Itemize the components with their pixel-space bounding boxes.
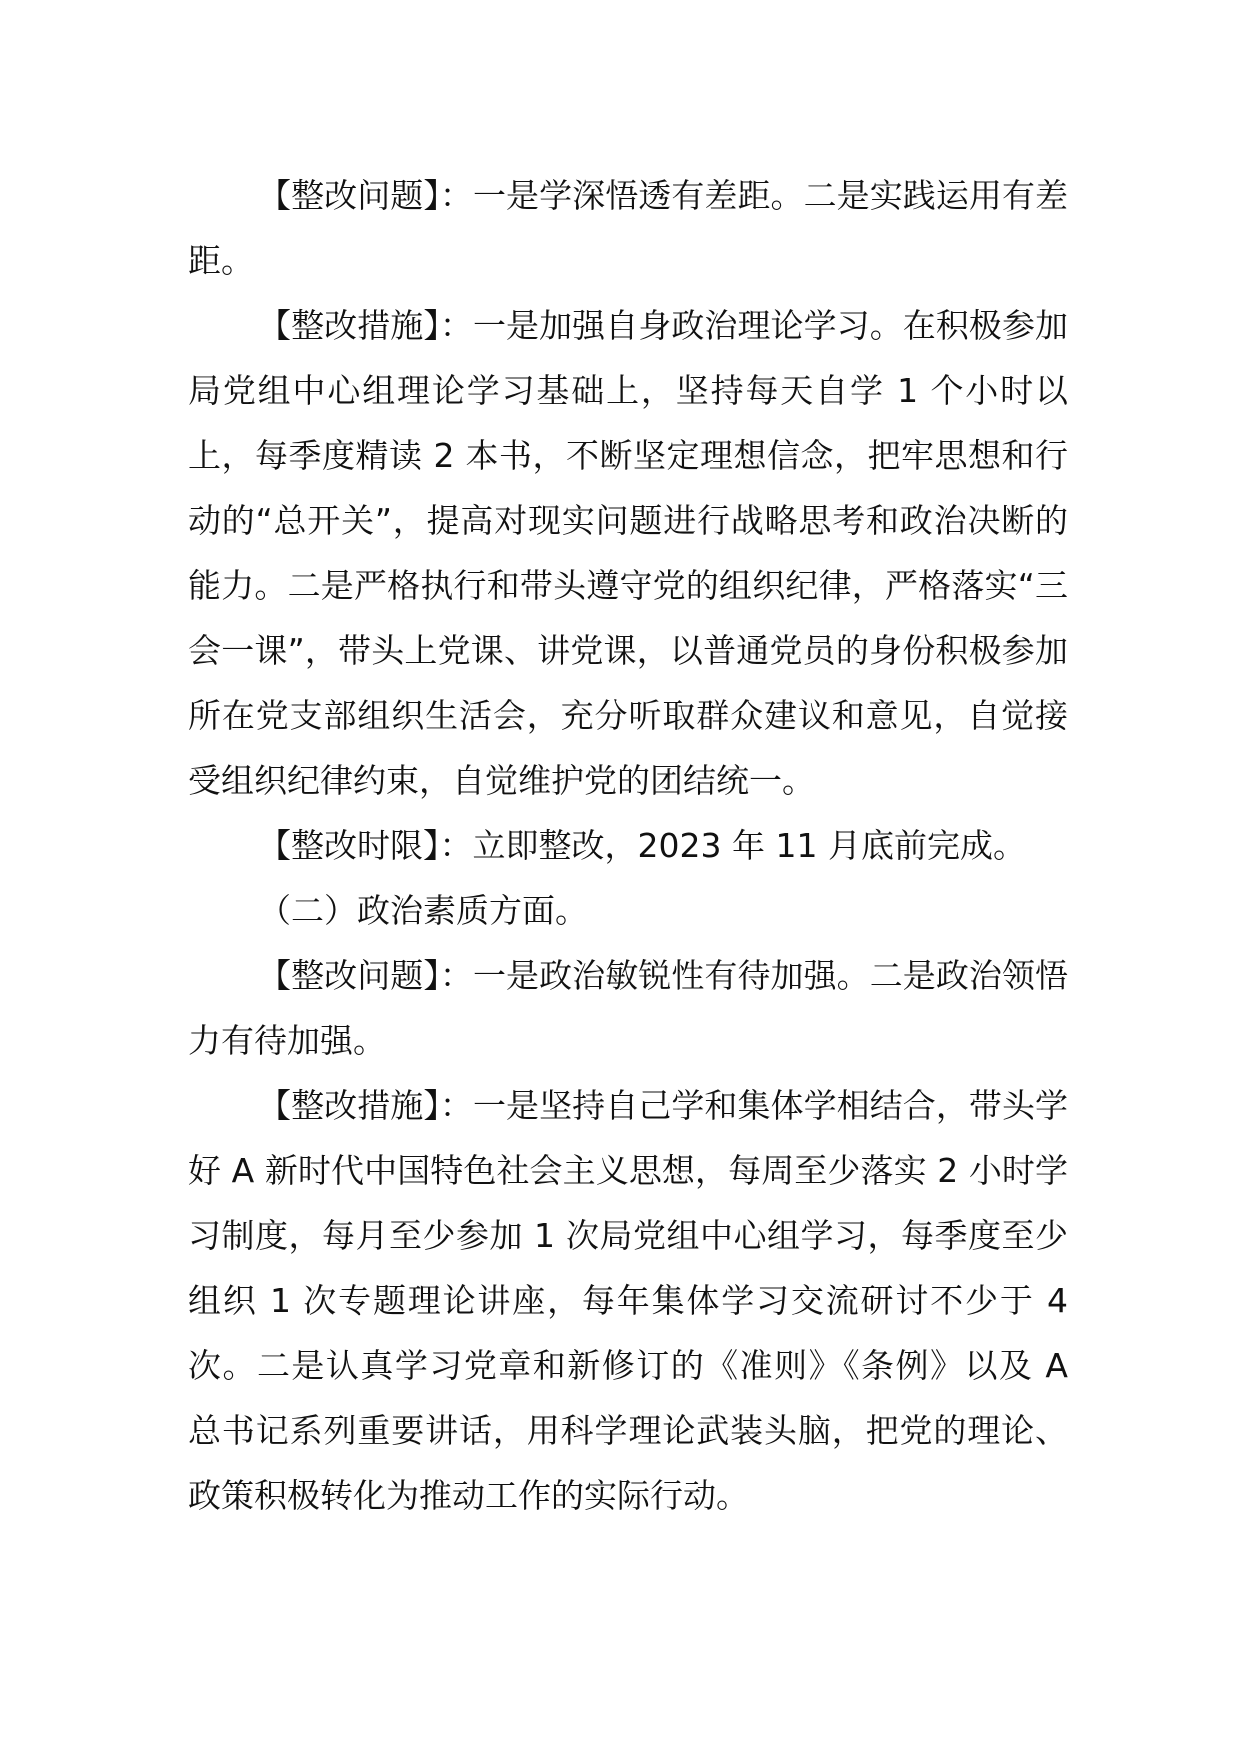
section-heading-political-quality: （二）政治素质方面。 xyxy=(258,891,588,930)
paragraph-rectification-measures-1: 【整改措施】：一是加强自身政治理论学习。在积极参加局党组中心组理论学习基础上，坚持每天自学 1 个小时以上，每季度精读 2 本书，不断坚定理想信念，把牢思想和行动的“总开关”，提高对现实问题进行战略思考和政治决断的能力。二是严格执行和带头遵守党的组织纪律，严格落实“三会一课”，带头上党课、讲党课，以普通党员的身份积极参加所在党支部组织生活会，充分听取群众建议和意见，自觉接受组织纪律约束，自觉维护党的团结统一。 xyxy=(188,306,1068,800)
paragraph-rectification-problem-2: 【整改问题】：一是政治敏锐性有待加强。二是政治领悟力有待加强。 xyxy=(188,956,1068,1060)
document-body xyxy=(188,163,1068,1528)
paragraph-rectification-measures-2: 【整改措施】：一是坚持自己学和集体学相结合，带头学好 A 新时代中国特色社会主义思想，每周至少落实 2 小时学习制度，每月至少参加 1 次局党组中心组学习，每季度至少组织 1 次专题理论讲座，每年集体学习交流研讨不少于 4 次。二是认真学习党章和新修订的《准则》《条例》以及 A 总书记系列重要讲话，用科学理论武装头脑，把党的理论、政策积极转化为推动工作的实际行动。 xyxy=(188,1086,1068,1515)
paragraph-rectification-problem-1: 【整改问题】：一是学深悟透有差距。二是实践运用有差距。 xyxy=(188,176,1068,280)
paragraph-rectification-deadline: 【整改时限】：立即整改，2023 年 11 月底前完成。 xyxy=(258,826,1026,865)
